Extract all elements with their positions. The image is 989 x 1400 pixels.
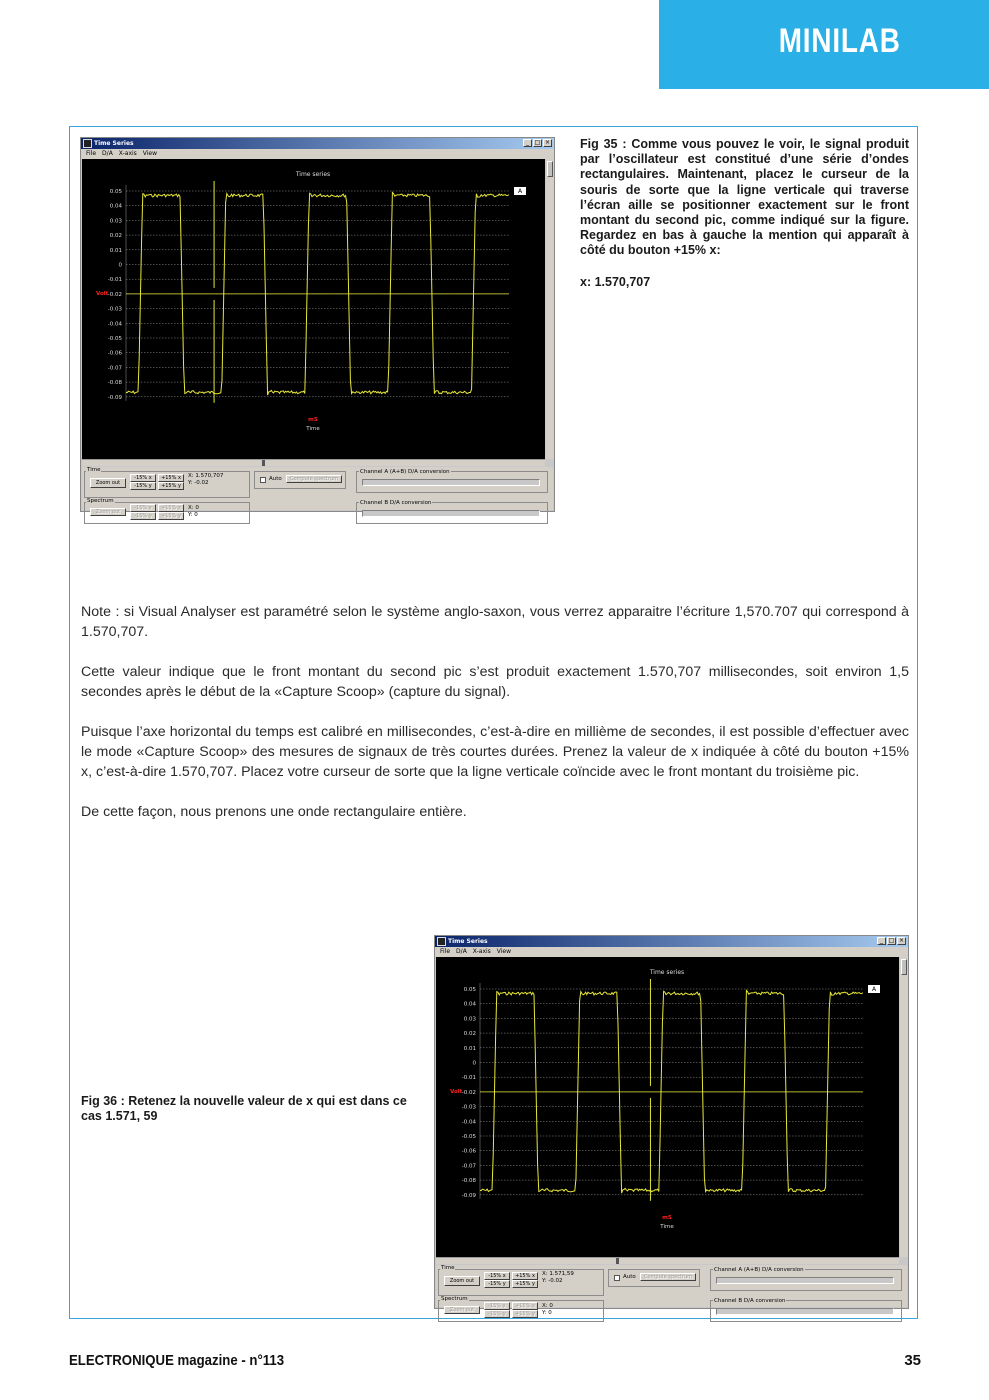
menu-bar	[81, 149, 554, 159]
y-tick-label: 0.01	[463, 1045, 476, 1052]
spectrum-x-readout: X: 0	[188, 505, 199, 511]
y-tick-label: -0.07	[107, 365, 122, 372]
y-tick-label: 0.05	[463, 987, 476, 993]
auto-checkbox[interactable]	[614, 1275, 620, 1281]
paragraph-value-meaning: Cette valeur indique que le front montant du second pic s’est produit exactement 1.570,707 millisecondes, soit environ 1,5 secondes après le début de la «Capture Scoop» (capture du signal).	[81, 664, 909, 700]
channel-a-label: Channel A (A+B) D/A conversion	[714, 1267, 804, 1273]
y-readout: Y: -0.02	[188, 480, 209, 486]
paragraph-note: Note : si Visual Analyser est paramétré selon le système anglo-saxon, vous verrez apparaitre l’écriture 1,570.707 qui correspond à 1.570,707.	[81, 604, 909, 640]
spectrum-minus-y-button[interactable]: -15% y	[130, 512, 156, 520]
y-tick-label: 0.02	[109, 233, 122, 240]
minus-15-y-button[interactable]: -15% y	[484, 1280, 510, 1288]
y-tick-label: -0.06	[107, 350, 122, 357]
section-title: MINILAB	[779, 22, 901, 60]
menu-item[interactable]: X-axis	[472, 948, 491, 955]
spectrum-minus-x-button[interactable]: -15% x	[130, 504, 156, 512]
time-series-chart	[82, 159, 544, 459]
auto-label: Auto	[269, 476, 282, 482]
minus-15-x-button[interactable]: -15% x	[484, 1272, 510, 1280]
menu-item[interactable]: File	[440, 948, 451, 955]
spectrum-plus-x-button[interactable]: +15% x	[512, 1302, 538, 1310]
menu-bar	[435, 947, 908, 957]
compute-spectrum-button[interactable]: Compute spectrum	[286, 475, 342, 483]
control-panel	[436, 1265, 907, 1317]
plot-title: Time series	[649, 969, 685, 976]
channel-a-label: Channel A (A+B) D/A conversion	[360, 469, 450, 475]
menu-item[interactable]: D/A	[456, 948, 467, 955]
scroll-thumb[interactable]	[901, 959, 907, 975]
zoom-out-button[interactable]: Zoom out	[90, 478, 126, 488]
y-tick-label: -0.03	[461, 1104, 476, 1111]
plus-15-y-button[interactable]: +15% y	[512, 1280, 538, 1288]
maximize-icon[interactable]: □	[888, 937, 895, 944]
x-readout: X: 1.570,707	[188, 473, 224, 479]
time-series-chart	[436, 957, 898, 1257]
y-tick-label: -0.02	[107, 291, 122, 298]
minus-15-x-button[interactable]: -15% x	[130, 474, 156, 482]
paragraph-conclusion: De cette façon, nous prenons une onde rectangulaire entière.	[81, 804, 467, 820]
menu-item[interactable]: View	[142, 150, 158, 157]
menu-item[interactable]: D/A	[102, 150, 113, 157]
spectrum-group-label: Spectrum	[441, 1296, 468, 1302]
channel-b-progress	[362, 510, 540, 517]
y-tick-label: -0.08	[107, 380, 122, 387]
spectrum-group-label: Spectrum	[87, 498, 114, 504]
channel-badge: A	[871, 986, 877, 993]
plus-15-y-button[interactable]: +15% y	[158, 482, 184, 490]
plot-area[interactable]	[436, 957, 899, 1257]
window-titlebar[interactable]	[435, 936, 908, 947]
y-tick-label: -0.02	[461, 1089, 476, 1096]
auto-checkbox[interactable]	[260, 477, 266, 483]
y-tick-label: -0.03	[107, 306, 122, 313]
body-text	[81, 602, 909, 842]
figure35-caption-text: Fig 35 : Comme vous pouvez le voir, le signal produit par l’oscillateur est constitué d’une série d’ondes rectangulaires. Maintenant, placez le curseur de la souris de sorte que la ligne verticale qui traverse l’écran aille se positionner exactement sur le front montant du second pic, comme indiqué sur la figure. Regardez en bas à gauche la mention qui apparaît à côté du bouton +15% x:	[580, 137, 909, 258]
y-tick-label: -0.06	[461, 1148, 476, 1155]
spectrum-y-readout: Y: 0	[542, 1310, 552, 1316]
section-banner	[659, 0, 989, 89]
channel-b-label: Channel B D/A conversion	[714, 1298, 786, 1304]
plus-15-x-button[interactable]: +15% x	[158, 474, 184, 482]
paragraph-instructions: Puisque l’axe horizontal du temps est calibré en millisecondes, c’est-à-dire en millième de secondes, il est possible d’effectuer avec le mode «Capture Scoop» des mesures de signaux de très courtes durées. Prenez la valeur de x indiquée à côté du bouton +15% x, c’est-à-dire 1.570,707. Placez votre curseur de sorte que la ligne verticale coïncide avec le front montant du troisième pic.	[81, 724, 909, 780]
x-axis-label: Time	[660, 1223, 674, 1230]
spectrum-minus-x-button[interactable]: -15% x	[484, 1302, 510, 1310]
minus-15-y-button[interactable]: -15% y	[130, 482, 156, 490]
spectrum-y-readout: Y: 0	[188, 512, 198, 518]
menu-item[interactable]: File	[86, 150, 97, 157]
scroll-thumb[interactable]	[616, 1258, 619, 1264]
x-axis-label: Time	[306, 425, 320, 432]
channel-badge: A	[517, 188, 523, 195]
figure36-caption: Fig 36 : Retenez la nouvelle valeur de x qui est dans ce cas 1.571, 59	[81, 1094, 407, 1124]
close-icon[interactable]: ×	[898, 937, 905, 944]
y-readout: Y: -0.02	[542, 1278, 563, 1284]
y-tick-label: -0.07	[461, 1163, 476, 1170]
figure35-caption	[580, 137, 909, 290]
y-tick-label: -0.04	[461, 1119, 476, 1126]
maximize-icon[interactable]: □	[534, 139, 541, 146]
channel-b-progress	[716, 1308, 894, 1315]
app-icon	[437, 937, 446, 946]
minimize-icon[interactable]: _	[877, 937, 886, 945]
scroll-thumb[interactable]	[547, 161, 553, 177]
figure35-value: x: 1.570,707	[580, 274, 651, 289]
menu-item[interactable]: View	[496, 948, 512, 955]
compute-spectrum-button[interactable]: Compute spectrum	[640, 1273, 696, 1281]
menu-item[interactable]: X-axis	[118, 150, 137, 157]
plus-15-x-button[interactable]: +15% x	[512, 1272, 538, 1280]
control-panel	[82, 467, 553, 519]
channel-b-label: Channel B D/A conversion	[360, 500, 432, 506]
spectrum-zoom-out-button[interactable]: Zoom out	[90, 508, 126, 516]
page-number: 35	[904, 1352, 921, 1369]
y-tick-label: -0.09	[107, 394, 122, 401]
y-tick-label: 0	[118, 262, 122, 269]
y-axis-label: Volt	[450, 1088, 463, 1095]
y-tick-label: 0.04	[109, 203, 122, 210]
y-tick-label: 0.02	[463, 1031, 476, 1038]
vertical-scrollbar[interactable]	[546, 159, 554, 459]
channel-a-progress	[716, 1277, 894, 1284]
vertical-scrollbar[interactable]	[900, 957, 908, 1257]
y-axis-label: Volt	[96, 290, 109, 297]
window-titlebar[interactable]	[81, 138, 554, 149]
y-tick-label: 0.03	[463, 1016, 476, 1023]
time-group-label: Time	[441, 1265, 455, 1271]
horizontal-scrollbar[interactable]	[436, 1257, 899, 1264]
x-unit-label: mS	[662, 1214, 672, 1221]
spectrum-minus-y-button[interactable]: -15% y	[484, 1310, 510, 1318]
spectrum-plus-y-button[interactable]: +15% y	[158, 512, 184, 520]
minimize-icon[interactable]: _	[523, 139, 532, 147]
spectrum-x-readout: X: 0	[542, 1303, 553, 1309]
auto-label: Auto	[623, 1274, 636, 1280]
y-tick-label: 0	[472, 1060, 476, 1067]
window-title: Time Series	[448, 938, 488, 945]
channel-a-progress	[362, 479, 540, 486]
x-unit-label: mS	[308, 416, 318, 423]
time-series-window-fig35	[80, 137, 555, 519]
y-tick-label: -0.09	[461, 1192, 476, 1199]
y-tick-label: -0.05	[461, 1134, 476, 1140]
y-tick-label: -0.01	[461, 1075, 476, 1082]
y-tick-label: -0.08	[461, 1178, 476, 1185]
spectrum-plus-y-button[interactable]: +15% y	[512, 1310, 538, 1318]
y-tick-label: 0.03	[109, 218, 122, 225]
y-tick-label: 0.01	[109, 247, 122, 254]
y-tick-label: -0.04	[107, 321, 122, 328]
window-title: Time Series	[94, 140, 134, 147]
close-icon[interactable]: ×	[544, 139, 551, 146]
scroll-thumb[interactable]	[262, 460, 265, 466]
y-tick-label: 0.04	[463, 1001, 476, 1008]
x-readout: X: 1.571,59	[542, 1271, 574, 1277]
time-series-window-fig36	[434, 935, 909, 1317]
plot-area[interactable]	[82, 159, 545, 459]
spectrum-zoom-out-button[interactable]: Zoom out	[444, 1306, 480, 1314]
footer-magazine: ELECTRONIQUE magazine - n°113	[69, 1352, 285, 1369]
y-tick-label: -0.01	[107, 277, 122, 284]
app-icon	[83, 139, 92, 148]
time-group-label: Time	[87, 467, 101, 473]
horizontal-scrollbar[interactable]	[82, 459, 545, 466]
zoom-out-button[interactable]: Zoom out	[444, 1276, 480, 1286]
plot-title: Time series	[295, 171, 331, 178]
spectrum-plus-x-button[interactable]: +15% x	[158, 504, 184, 512]
y-tick-label: 0.05	[109, 189, 122, 195]
y-tick-label: -0.05	[107, 336, 122, 342]
